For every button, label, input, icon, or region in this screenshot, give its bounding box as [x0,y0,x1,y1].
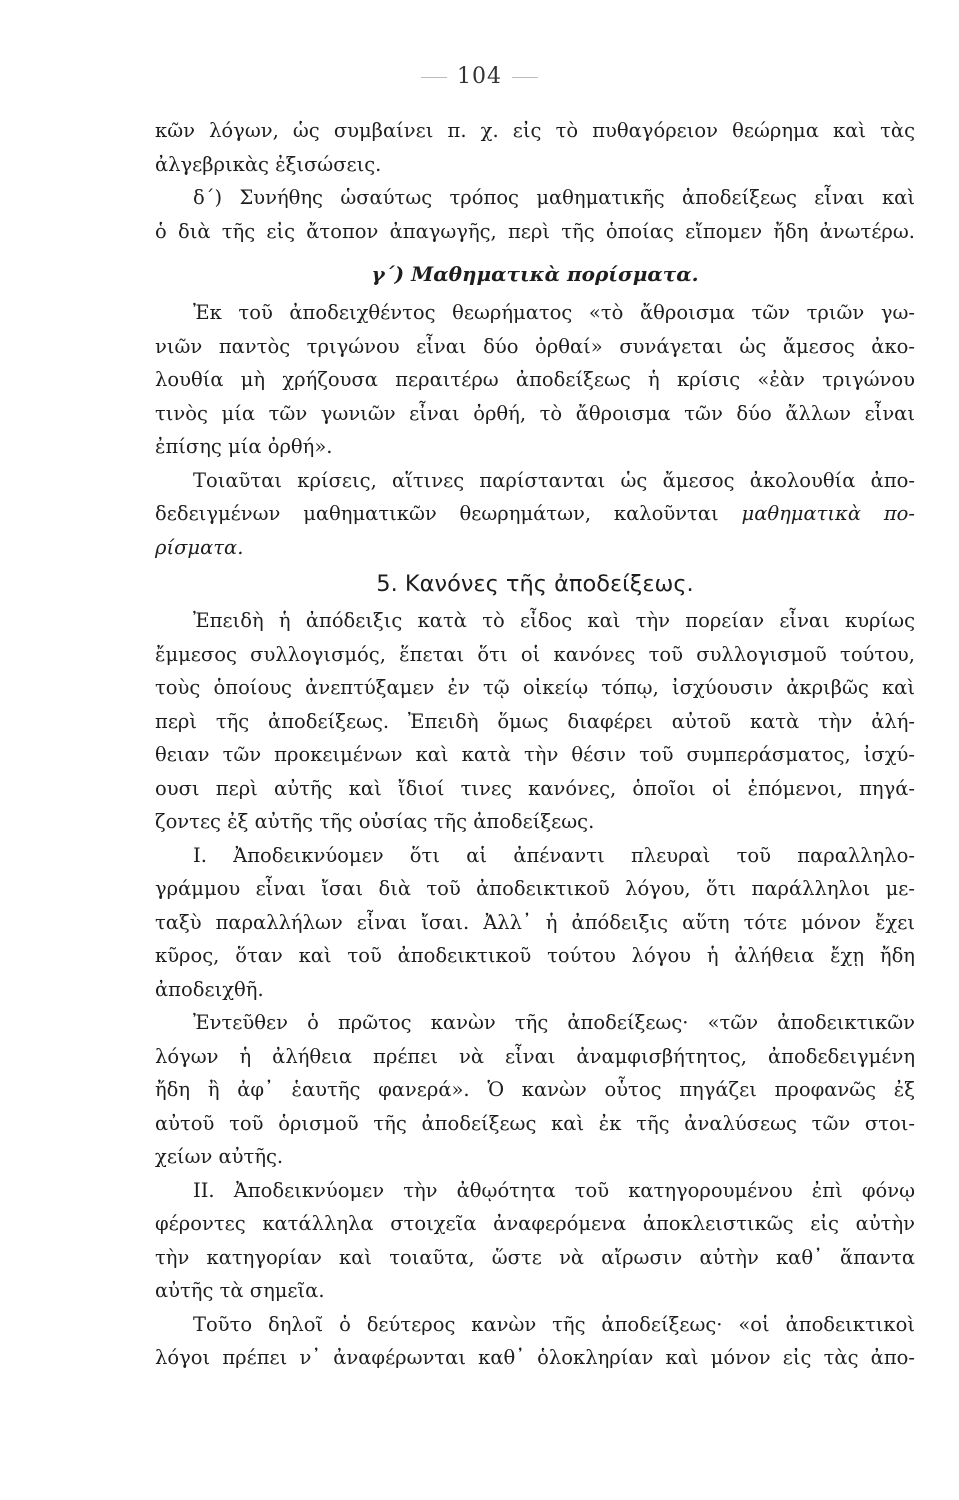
section-heading-mathematical-corollaries: γ΄) Μαθηματικὰ πορίσματα. [371,262,699,286]
text-line: τὴν κατηγορίαν καὶ τοιαῦτα, ὥστε νὰ αἴρωσιν αὐτὴν καθ᾽ ἅπαντα [155,1245,915,1269]
text-line: ρίσματα. [155,535,244,559]
text-line: ταξὺ παραλλήλων εἶναι ἴσαι. Ἀλλ᾽ ἡ ἀπόδειξις αὕτη τότε μόνον ἔχει [155,910,915,934]
text-line: ΙΙ. Ἀποδεικνύομεν τὴν ἀθῳότητα τοῦ κατηγορουμένου ἐπὶ φόνῳ [193,1178,915,1202]
text-line: ζοντες ἐξ αὐτῆς τῆς οὐσίας τῆς ἀποδείξεως. [155,810,595,833]
italic-term: μαθηματικὰ πο- [741,502,916,525]
text-line: θειαν τῶν προκειμένων καὶ κατὰ τὴν θέσιν τοῦ συμπεράσματος, ἰσχύ- [155,743,915,766]
text-line: Τοῦτο δηλοῖ ὁ δεύτερος κανὼν τῆς ἀποδείξεως· «οἱ ἀποδεικτικοὶ [193,1312,915,1336]
text-line: χείων αὐτῆς. [155,1145,284,1168]
text-line [155,497,915,531]
text-line: περὶ τῆς ἀποδείξεως. Ἐπειδὴ ὅμως διαφέρει αὐτοῦ κατὰ τὴν ἀλή- [155,709,915,733]
text-line: λόγων ἡ ἀλήθεια πρέπει νὰ εἶναι ἀναμφισβήτητος, ἀποδεδειγμένη [155,1044,915,1068]
text-segment: δεδειγμένων μαθηματικῶν θεωρημάτων, καλοῦνται [155,502,719,525]
text-line: ἀποδειχθῆ. [155,977,264,1001]
text-line: νιῶν παντὸς τριγώνου εἶναι δύο ὀρθαί» συνάγεται ὡς ἄμεσος ἀκο- [155,334,915,358]
text-line: Τοιαῦται κρίσεις, αἵτινες παρίστανται ὡς ἄμεσος ἀκολουθία ἀπο- [193,468,915,492]
text-line: ουσι περὶ αὐτῆς καὶ ἴδιοί τινες κανόνες, ὁποῖοι οἱ ἑπόμενοι, πηγά- [155,776,915,800]
text-line: ἤδη ἢ ἀφ᾽ ἑαυτῆς φανερά». Ὁ κανὼν οὗτος πηγάζει προφανῶς ἐξ [155,1078,915,1101]
text-line: τινὸς μία τῶν γωνιῶν εἶναι ὀρθή, τὸ ἄθροισμα τῶν δύο ἄλλων εἶναι [155,401,915,425]
text-line: Ἐπειδὴ ἡ ἀπόδειξις κατὰ τὸ εἶδος καὶ τὴν πορείαν εἶναι κυρίως [193,609,915,632]
text-line: λόγοι πρέπει ν᾽ ἀναφέρωνται καθ᾽ ὁλοκληρίαν καὶ μόνον εἰς τὰς ἀπο- [155,1346,915,1369]
text-line: Ι. Ἀποδεικνύομεν ὅτι αἱ ἀπέναντι πλευραὶ τοῦ παραλληλο- [193,843,915,867]
body-text [155,114,915,1375]
text-line: δ΄) Συνήθης ὡσαύτως τρόπος μαθηματικῆς ἀποδείξεως εἶναι καὶ [193,186,915,209]
text-line: ἔμμεσος συλλογισμός, ἕπεται ὅτι οἱ κανόνες τοῦ συλλογισμοῦ τούτου, [155,642,915,666]
text-line: Ἐκ τοῦ ἀποδειχθέντος θεωρήματος «τὸ ἄθροισμα τῶν τριῶν γω- [193,301,915,324]
section-heading-rules-of-proof: 5. Κανόνες τῆς ἀποδείξεως. [376,571,694,597]
text-line: κῶν λόγων, ὡς συμβαίνει π. χ. εἰς τὸ πυθαγόρειον θεώρημα καὶ τὰς [155,119,915,142]
text-line: κῦρος, ὅταν καὶ τοῦ ἀποδεικτικοῦ τούτου λόγου ἡ ἀλήθεια ἔχῃ ἤδη [155,944,915,967]
text-line: ἀλγεβρικὰς ἐξισώσεις. [155,152,382,176]
text-line: φέροντες κατάλληλα στοιχεῖα ἀναφερόμενα ἀποκλειστικῶς εἰς αὐτὴν [155,1212,915,1235]
text-line: τοὺς ὁποίους ἀνεπτύξαμεν ἐν τῷ οἰκείῳ τόπῳ, ἰσχύουσιν ἀκριβῶς καὶ [155,676,915,699]
text-line: Ἐντεῦθεν ὁ πρῶτος κανὼν τῆς ἀποδείξεως· «τῶν ἀποδεικτικῶν [193,1011,915,1034]
text-line: αὐτοῦ τοῦ ὁρισμοῦ τῆς ἀποδείξεως καὶ ἐκ τῆς ἀναλύσεως τῶν στοι- [155,1111,915,1135]
text-line: λουθία μὴ χρήζουσα περαιτέρω ἀποδείξεως ἡ κρίσις «ἐὰν τριγώνου [155,368,915,391]
page-number: 104 [0,64,959,89]
text-line: γράμμου εἶναι ἴσαι διὰ τοῦ ἀποδεικτικοῦ λόγου, ὅτι παράλληλοι με- [155,877,915,900]
text-line: ὁ διὰ τῆς εἰς ἄτοπον ἀπαγωγῆς, περὶ τῆς ὁποίας εἴπομεν ἤδη ἀνωτέρω. [155,219,915,243]
text-line: ἐπίσης μία ὀρθή». [155,435,333,458]
text-line: αὐτῆς τὰ σημεῖα. [155,1279,325,1302]
